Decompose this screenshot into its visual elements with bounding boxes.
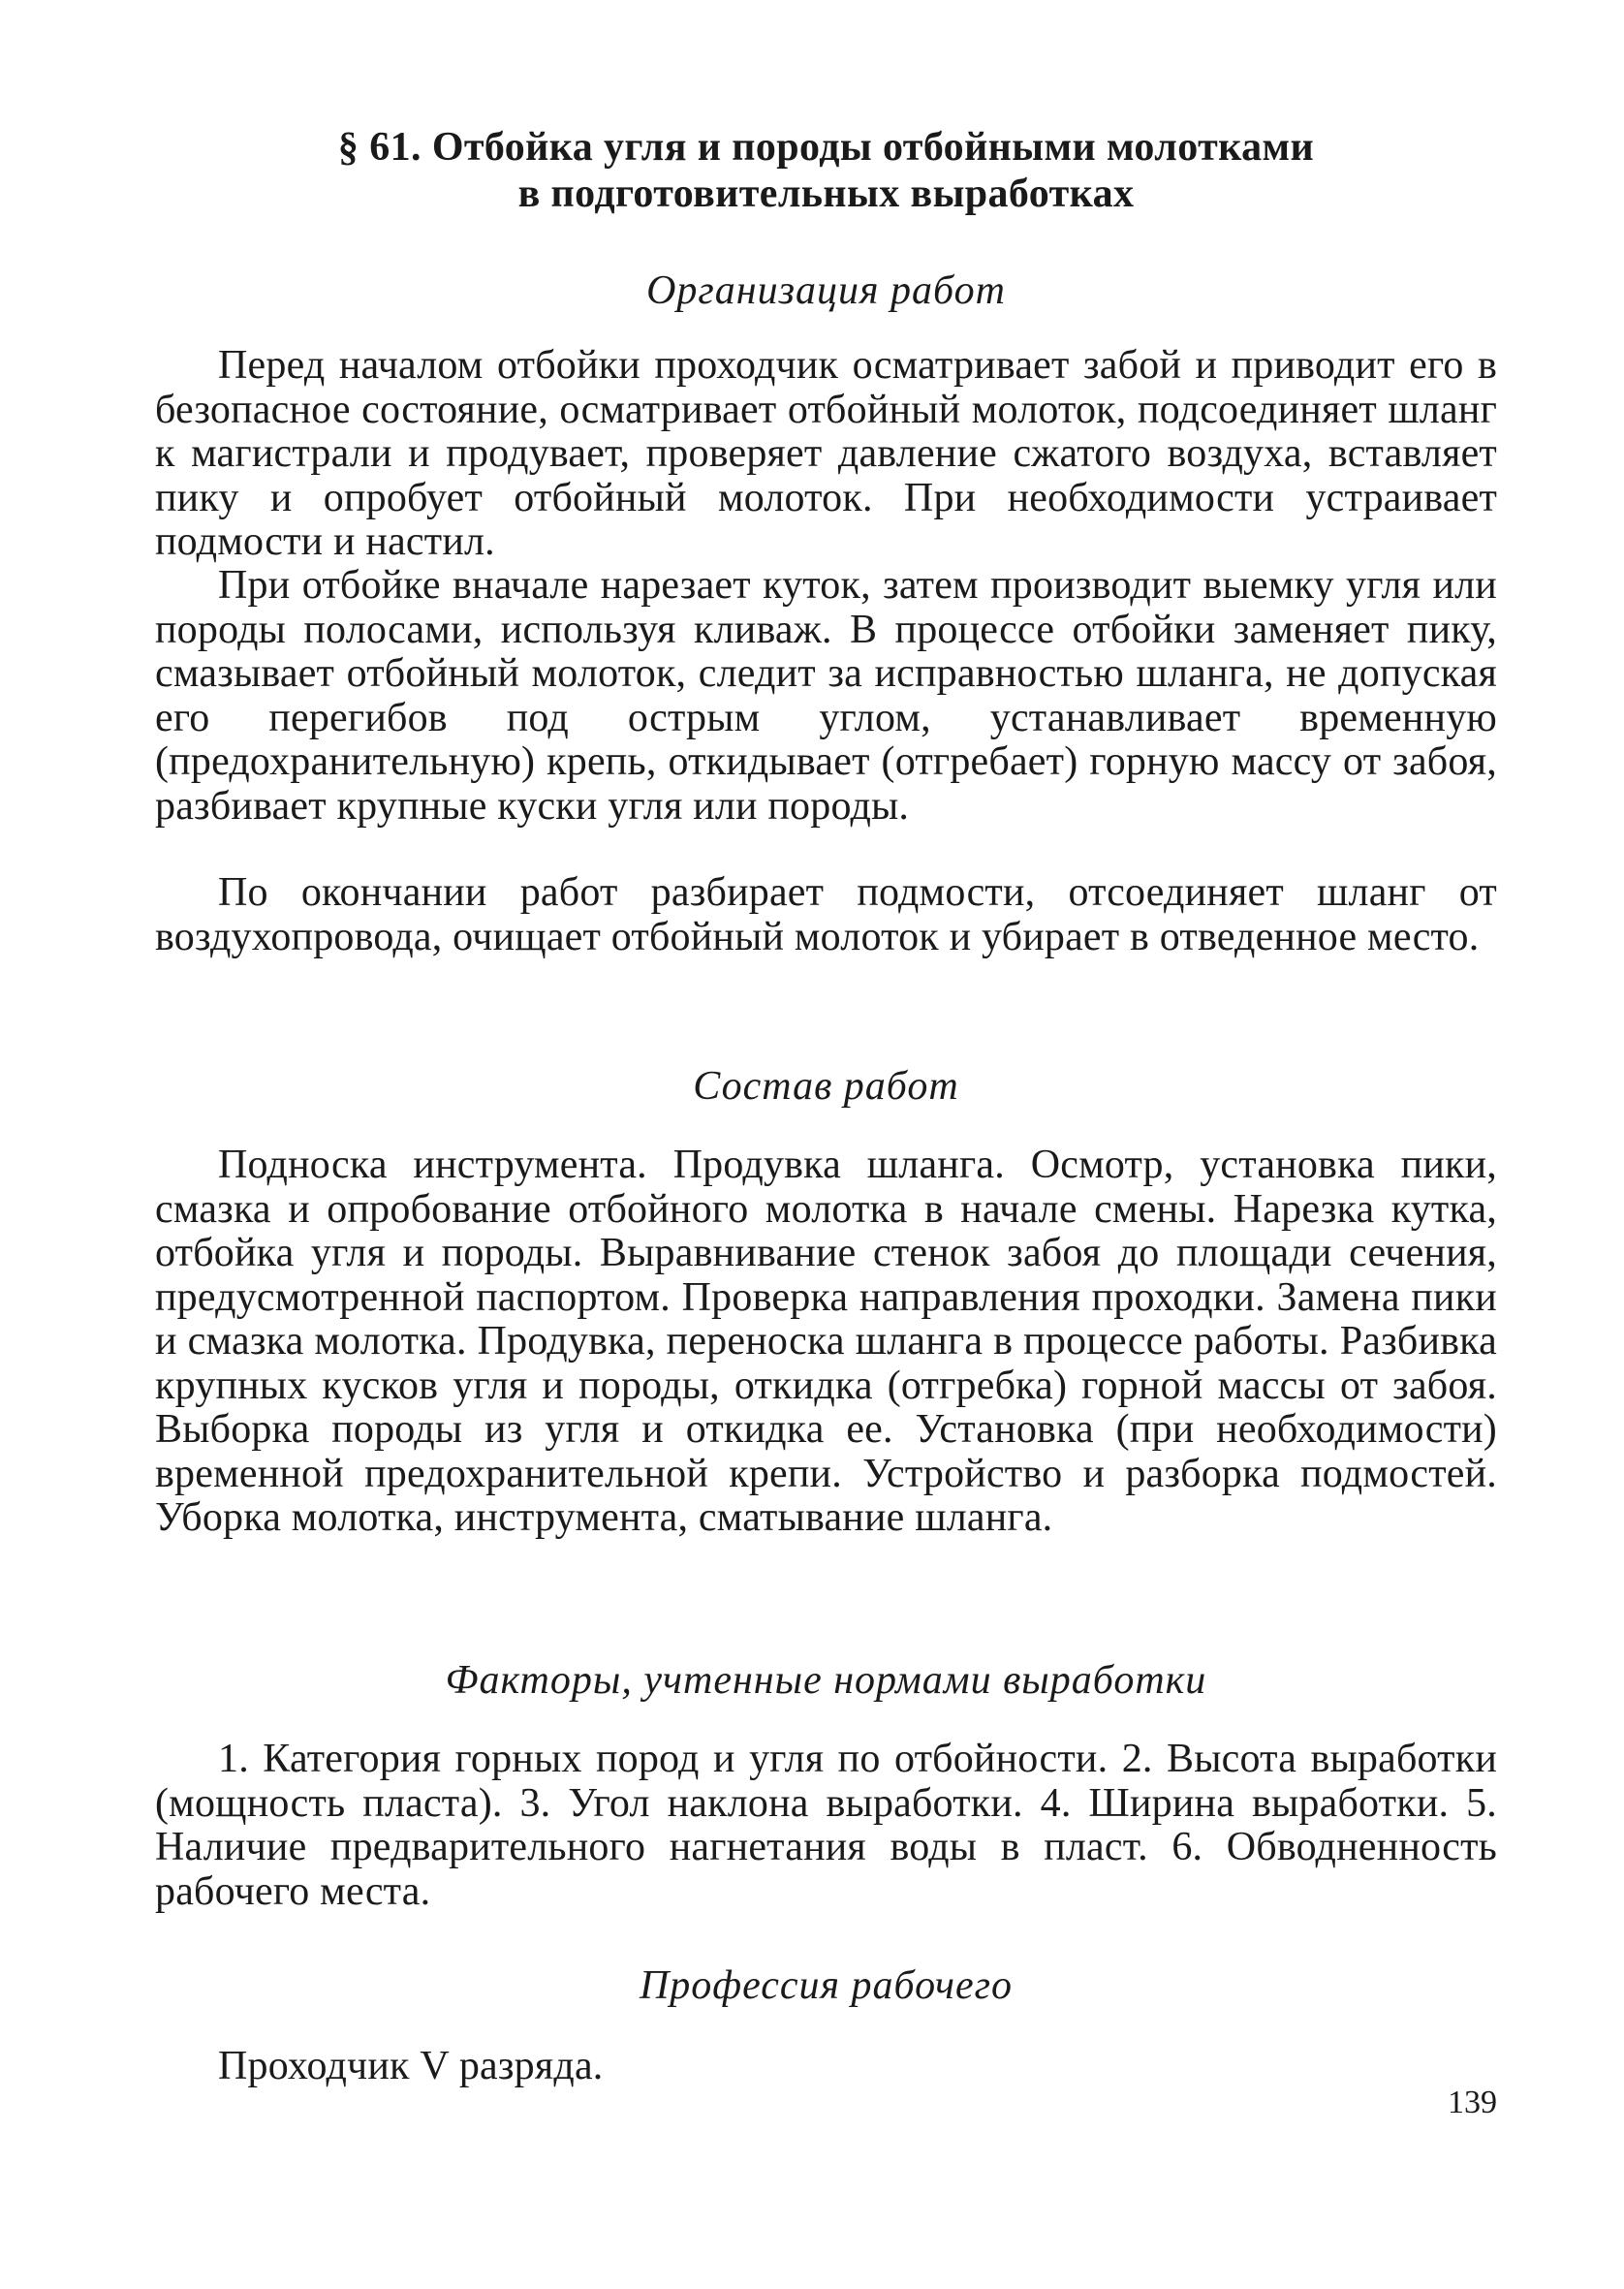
heading-organization: Организация работ	[646, 268, 1006, 313]
section-title-line-2: в подготовительных выработках	[517, 172, 1135, 216]
paragraph-profession: Проходчик V разряда.	[218, 2044, 604, 2088]
page-number: 139	[1448, 2085, 1497, 2120]
paragraph-factors: 1. Категория горных пород и угля по отбойности. 2. Высота выработки (мощность пласта). 3. Угол наклона выработки. 4. Ширина выработки. 5. Наличие предварительного нагнетания воды в пласт. 6. Обводненность рабочего места.	[155, 1737, 1497, 1914]
heading-factors: Факторы, учтенные нормами выработки	[445, 1658, 1207, 1703]
book-page	[155, 0, 1497, 2289]
paragraph-composition: Подноска инструмента. Продувка шланга. Осмотр, установка пики, смазка и опробование отбойного молотка в начале смены. Нарезка кутка, отбойка угля и породы. Выравнивание стенок забоя до площади сечения, предусмотренной паспортом. Проверка направления проходки. Замена пики и смазка молотка. Продувка, переноска шланга в процессе работы. Разбивка крупных кусков угля и породы, откидка (отгребка) горной массы от забоя. Выборка породы из угля и откидка ее. Установка (при необходимости) временной предохранительной крепи. Устройство и разборка подмостей. Уборка молотка, инструмента, сматывание шланга.	[155, 1143, 1497, 1540]
paragraph-organization-3: По окончании работ разбирает подмости, отсоединяет шланг от воздухопровода, очищает отбойный молоток и убирает в отведенное место.	[155, 870, 1497, 959]
section-title-line-1: § 61. Отбойка угля и породы отбойными молотками	[337, 125, 1315, 170]
heading-composition: Состав работ	[693, 1064, 959, 1109]
paragraph-organization-2: При отбойке вначале нарезает куток, затем производит выемку угля или породы полосами, используя кливаж. В процессе отбойки заменяет пику, смазывает отбойный молоток, следит за исправностью шланга, не допуская его перегибов под острым углом, устанавливает временную (предохранительную) крепь, откидывает (отгребает) горную массу от забоя, разбивает крупные куски угля или породы.	[155, 563, 1497, 829]
paragraph-organization-1: Перед началом отбойки проходчик осматривает забой и приводит его в безопасное состояние, осматривает отбойный молоток, подсоединяет шланг к магистрали и продувает, проверяет давление сжатого воздуха, вставляет пику и опробует отбойный молоток. При необходимости устраивает подмости и настил.	[155, 343, 1497, 564]
heading-profession: Профессия рабочего	[639, 1963, 1014, 2008]
